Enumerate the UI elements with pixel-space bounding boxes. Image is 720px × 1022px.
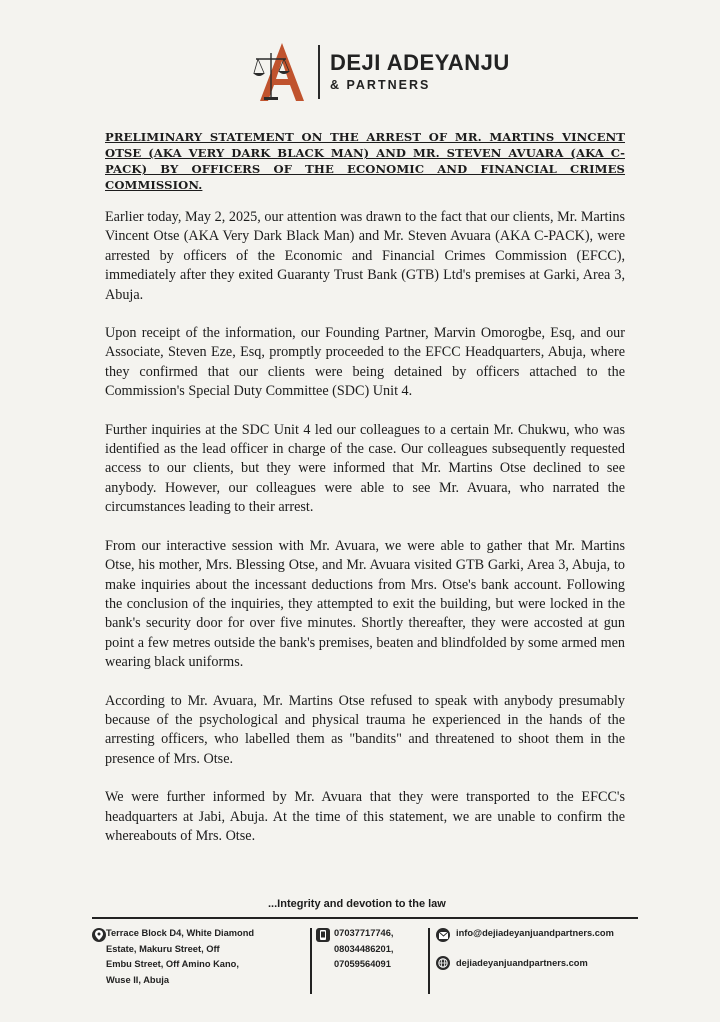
firm-logo — [252, 36, 510, 108]
paragraph-3: Further inquiries at the SDC Unit 4 led our colleagues to a certain Mr. Chukwu, who was identified as the lead officer in charge of the case. Our colleagues subsequently requested access to our clients, but they were informed that Mr. Martins Otse declined to see anybody. However, our colleagues were able to see Mr. Avuara, who narrated the circumstances leading to their arrest. — [105, 421, 625, 516]
statement-title: PRELIMINARY STATEMENT ON THE ARREST OF MR. MARTINS VINCENT OTSE (AKA VERY DARK BLACK MAN) AND MR. STEVEN AVUARA (AKA C-PACK) BY OFFICERS OF THE ECONOMIC AND FINANCIAL CRIMES COMMISSION. — [105, 130, 625, 192]
phone-number: 07037717746, — [334, 928, 394, 938]
globe-icon — [436, 956, 450, 970]
firm-motto: ...Integrity and devotion to the law — [268, 898, 446, 910]
address-line: Estate, Makuru Street, Off — [106, 943, 220, 954]
footer-separator — [428, 928, 430, 994]
paragraph-2: Upon receipt of the information, our Founding Partner, Marvin Omorogbe, Esq, and our Associate, Steven Eze, Esq, promptly proceeded to the EFCC Headquarters, Abuja, where they confirmed that our clients were being detained by officers attached to the Commission's Special Duty Committee (SDC) Unit 4. — [105, 325, 625, 400]
firm-name: DEJI ADEYANJU — [330, 50, 510, 75]
address-line: Wuse II, Abuja — [106, 974, 170, 985]
paragraph-1: Earlier today, May 2, 2025, our attention was drawn to the fact that our clients, Mr. Martins Vincent Otse (AKA Very Dark Black Man) and Mr. Steven Avuara (AKA C-PACK), were arrested by officers of the Economic and Financial Crimes Commission (EFCC), immediately after they exited Guaranty Trust Bank (GTB) Ltd's premises at Garki, Area 3, Abuja. — [105, 209, 625, 303]
phone-number: 07059564091 — [334, 959, 391, 969]
location-pin-icon — [92, 928, 106, 942]
address-block — [106, 926, 306, 988]
website-link[interactable]: dejiadeyanjuandpartners.com — [456, 958, 588, 968]
footer-separator — [310, 928, 312, 994]
email-icon — [436, 928, 450, 942]
address-line: Terrace Block D4, White Diamond — [106, 928, 255, 938]
letterhead-footer — [92, 926, 638, 998]
statement-body — [105, 208, 625, 865]
phone-block — [334, 926, 424, 973]
phone-number: 08034486201, — [334, 943, 394, 954]
footer-divider — [92, 917, 638, 919]
paragraph-5: According to Mr. Avuara, Mr. Martins Otse refused to speak with anybody presumably because of the psychological and physical trauma he experienced in the hands of the arresting officers, who labelled them as "bandits" and threatened to shoot them in the presence of Mrs. Otse. — [105, 692, 625, 767]
firm-subtitle: & PARTNERS — [330, 78, 431, 92]
paragraph-4: From our interactive session with Mr. Avuara, we were able to gather that Mr. Martins Otse, his mother, Mrs. Blessing Otse, and Mr. Avuara visited GTB Garki, Area 3, Abuja, to make inquiries about the incessant deductions from Mrs. Otse's bank account. Following the conclusion of the inquiries, they attempted to exit the building, but were locked in the bank's security door for over five minutes. Shortly thereafter, they were accosted at gun point a few metres outside the bank's premises, beaten and blindfolded by some armed men wearing black uniforms. — [105, 537, 625, 671]
address-line: Embu Street, Off Amino Kano, — [106, 959, 239, 969]
scales-of-justice-logo-icon — [252, 39, 312, 105]
paragraph-6: We were further informed by Mr. Avuara that they were transported to the EFCC's headquarters at Jabi, Abuja. At the time of this statement, we are unable to confirm the whereabouts of Mrs. Otse. — [105, 789, 625, 844]
logo-divider — [318, 45, 320, 99]
email-address[interactable]: info@dejiadeyanjuandpartners.com — [456, 928, 614, 938]
phone-icon — [316, 928, 330, 942]
